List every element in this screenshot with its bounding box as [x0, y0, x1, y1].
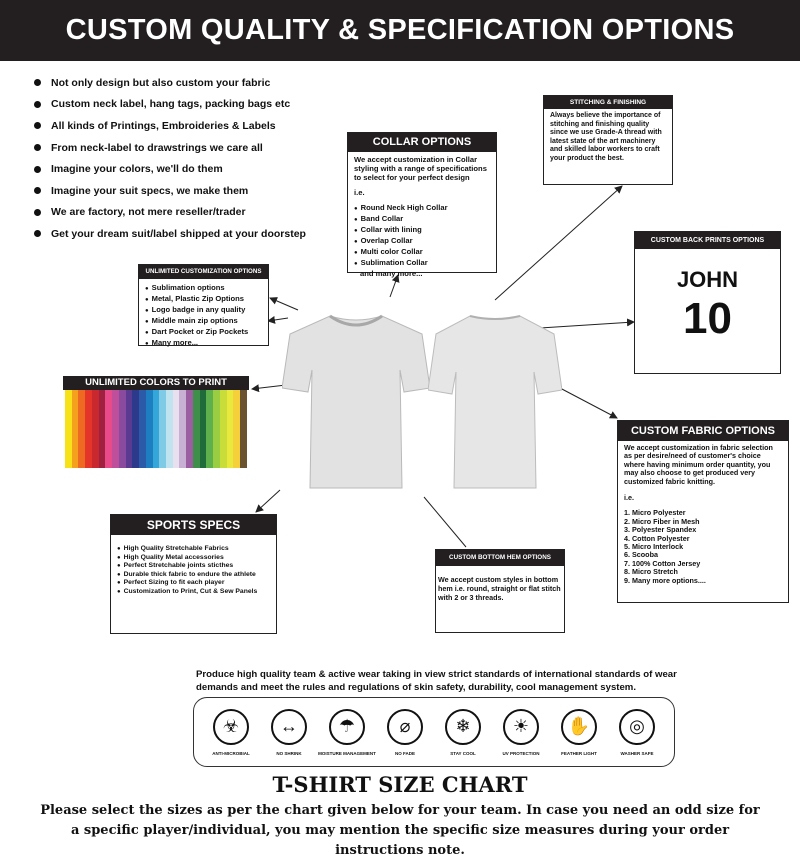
list-item: ● Perfect Stretchable joints sticthes [117, 562, 270, 571]
list-item: Not only design but also custom your fabric [34, 72, 306, 94]
color-swatch [126, 390, 133, 468]
quality-icon-item [554, 709, 604, 756]
back-prints-box [634, 231, 781, 374]
list-item: 9. Many more options.... [624, 575, 706, 585]
list-item: Get your dream suit/label shipped at your doorstep [34, 223, 306, 245]
list-item: Imagine your suit specs, we make them [34, 180, 306, 202]
no-fade-icon: ⌀ [387, 709, 423, 745]
collar-intro: We accept customization in Collar styling with a range of specifications to select for your perfect design [354, 155, 487, 182]
list-item: 2. Micro Fiber in Mesh [624, 516, 700, 526]
list-item: Imagine your colors, we'll do them [34, 158, 306, 180]
tshirt-front-image [282, 312, 430, 490]
list-item: ● Middle main zip options [145, 316, 262, 327]
sports-title: SPORTS SPECS [111, 515, 276, 535]
anti-microbial-icon: ☣ [213, 709, 249, 745]
quality-icon-item [380, 709, 430, 756]
list-item: ● Dart Pocket or Zip Pockets [145, 327, 262, 338]
quality-icon-label: NO SHRINK [276, 750, 302, 756]
color-swatch [78, 390, 85, 468]
list-item: 8. Micro Stretch [624, 567, 678, 577]
bottom-hem-box [435, 549, 565, 633]
list-item: ● Multi color Collar [354, 247, 490, 258]
color-swatch [220, 390, 227, 468]
hem-body: We accept custom styles in bottom hem i.e. round, straight or flat stitch with 2 or 3 threads. [438, 575, 561, 602]
color-swatch [65, 390, 72, 468]
size-chart-note: Please select the sizes as per the chart given below for your team. In case you need an odd size for a specific player/individual, you may mention the specific size measures during your order instructions note. [40, 803, 760, 858]
stay-cool-icon: ❄ [445, 709, 481, 745]
color-swatch [132, 390, 139, 468]
sports-specs-box [110, 514, 277, 634]
color-swatch-strip [65, 390, 247, 468]
quality-icon-label: NO FADE [394, 750, 415, 756]
page-title: CUSTOM QUALITY & SPECIFICATION OPTIONS [0, 0, 800, 61]
collar-more: and many more... [360, 269, 423, 278]
color-swatch [193, 390, 200, 468]
sports-list [117, 545, 270, 597]
color-swatch [112, 390, 119, 468]
quality-icon-item [318, 709, 376, 756]
color-swatch [227, 390, 234, 468]
list-item: ● Logo badge in any quality [145, 305, 262, 316]
color-swatch [213, 390, 220, 468]
color-swatch [166, 390, 173, 468]
color-swatch [146, 390, 153, 468]
color-swatch [173, 390, 180, 468]
fabric-title: CUSTOM FABRIC OPTIONS [618, 421, 788, 441]
uv-protection-icon: ☀ [503, 709, 539, 745]
quality-icon-item [206, 709, 256, 756]
collar-options-box [347, 132, 497, 278]
quality-icon-label: STAY COOL [450, 750, 476, 756]
color-swatch [153, 390, 160, 468]
no-shrink-icon: ↔ [271, 709, 307, 745]
quality-icon-item [612, 709, 662, 756]
list-item: ● Band Collar [354, 214, 490, 225]
list-item: 7. 100% Cotton Jersey [624, 558, 701, 568]
customization-title: UNLIMITED CUSTOMIZATION OPTIONS [139, 265, 268, 279]
back-prints-title: CUSTOM BACK PRINTS OPTIONS [635, 232, 780, 249]
quality-statement: Produce high quality team & active wear taking in view strict standards of international standards of wear demands and meet the rules and regulations of skin safety, durability, cool management system. [196, 669, 677, 693]
list-item: ● Collar with lining [354, 225, 490, 236]
color-swatch [139, 390, 146, 468]
color-swatch [119, 390, 126, 468]
list-item: ● Sublimation options [145, 283, 262, 294]
list-item: Custom neck label, hang tags, packing bags etc [34, 94, 306, 116]
quality-icon-label: UV PROTECTION [502, 750, 540, 756]
list-item: 1. Micro Polyester [624, 508, 686, 518]
list-item: ● High Quality Stretchable Fabrics [117, 545, 270, 554]
size-chart-title: T-SHIRT SIZE CHART [272, 772, 528, 797]
list-item: 5. Micro Interlock [624, 542, 684, 552]
quality-icon-label: WASHER SAFE [620, 750, 654, 756]
collar-ie: i.e. [354, 188, 365, 197]
color-swatch [72, 390, 79, 468]
quality-icon-strip [193, 697, 675, 767]
collar-list [354, 203, 490, 269]
fabric-ie: i.e. [624, 493, 634, 503]
back-print-name: JOHN [676, 267, 739, 292]
quality-icon-label: ANTI-MICROBIAL [212, 750, 250, 756]
stitching-body: Always believe the importance of stitching and finishing quality since we use Grade-A thread with latest state of the art machinery and skilled labor workers to craft your product the best. [550, 112, 662, 162]
customization-list [145, 283, 262, 349]
stitching-title: STITCHING & FINISHING [544, 96, 672, 109]
color-swatch [200, 390, 207, 468]
feather-light-icon: ✋ [561, 709, 597, 745]
color-swatch [85, 390, 92, 468]
list-item: ● Many more... [145, 338, 262, 349]
fabric-intro: We accept customization in fabric selection as per desire/need of customer's choice where having minimum order quantity, you may also choose to get produced very customized fabric knitting. [624, 443, 773, 486]
list-item: 6. Scooba [624, 550, 658, 560]
quality-icon-item [496, 709, 546, 756]
list-item: ● High Quality Metal accessories [117, 554, 270, 563]
quality-icon-label: FEATHER LIGHT [561, 750, 597, 756]
color-swatch [92, 390, 99, 468]
fabric-options-box [617, 420, 789, 603]
washer-safe-icon: ◎ [619, 709, 655, 745]
list-item: ● Round Neck High Collar [354, 203, 490, 214]
color-swatch [240, 390, 247, 468]
list-item: We are factory, not mere reseller/trader [34, 202, 306, 224]
quality-icon-label: MOISTURE MANAGEMENT [318, 750, 376, 756]
color-swatch [179, 390, 186, 468]
stitching-finishing-box [543, 95, 673, 185]
hem-title: CUSTOM BOTTOM HEM OPTIONS [436, 550, 564, 566]
list-item: 3. Polyester Spandex [624, 525, 697, 535]
list-item: ● Overlap Collar [354, 236, 490, 247]
colors-title-bar [63, 376, 249, 390]
quality-icon-item [438, 709, 488, 756]
list-item: All kinds of Printings, Embroideries & Labels [34, 115, 306, 137]
list-item: ● Durable thick fabric to endure the athlete [117, 571, 270, 580]
back-print-number: 10 [683, 294, 732, 343]
customization-options-box [138, 264, 269, 346]
color-swatch [186, 390, 193, 468]
list-item: ● Customization to Print, Cut & Sew Panels [117, 588, 270, 597]
list-item: ● Metal, Plastic Zip Options [145, 294, 262, 305]
color-swatch [105, 390, 112, 468]
color-swatch [159, 390, 166, 468]
list-item: ● Perfect Sizing to fit each player [117, 579, 270, 588]
tshirt-back-image [428, 314, 562, 490]
list-item: 4. Cotton Polyester [624, 533, 690, 543]
quality-icon-item [264, 709, 314, 756]
color-swatch [206, 390, 213, 468]
moisture-management-icon: ☂ [329, 709, 365, 745]
color-swatch [99, 390, 106, 468]
collar-title: COLLAR OPTIONS [348, 133, 496, 152]
color-swatch [233, 390, 240, 468]
colors-title: UNLIMITED COLORS TO PRINT [63, 376, 249, 390]
list-item: ● Sublimation Collar [354, 258, 490, 269]
list-item: From neck-label to drawstrings we care all [34, 137, 306, 159]
